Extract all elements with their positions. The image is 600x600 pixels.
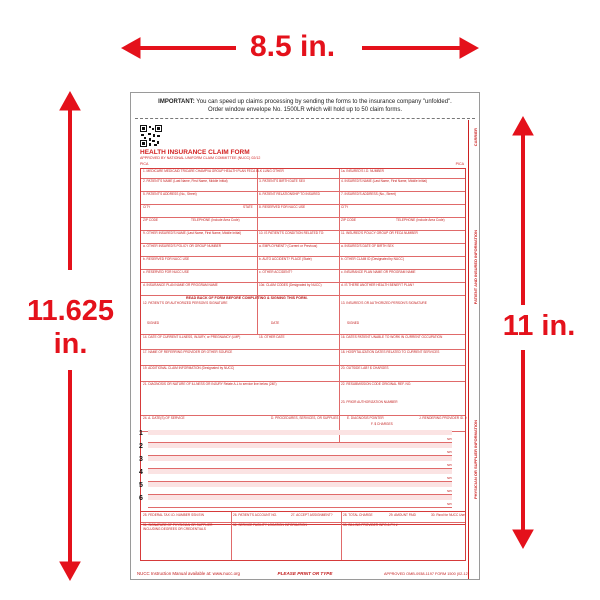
form-title: HEALTH INSURANCE CLAIM FORM	[140, 149, 250, 156]
service-line	[140, 482, 464, 495]
signed-label: SIGNED	[147, 321, 160, 325]
field-26-account-no: 26. PATIENT'S ACCOUNT NO.	[233, 513, 277, 517]
service-line-number: 1	[139, 430, 143, 437]
field-11b: b. OTHER CLAIM ID (Designated by NUCC)	[341, 257, 404, 261]
service-line	[140, 456, 464, 469]
field-5-patient-address: 5. PATIENT'S ADDRESS (No., Street)	[143, 192, 197, 196]
important-text: You can speed up claims processing by sending the forms to the insurance company "unfolded".	[196, 99, 452, 105]
npi-label: NPI	[446, 476, 452, 480]
physician-supplier-label: PHYSICIAN OR SUPPLIER INFORMATION	[473, 420, 478, 500]
npi-label: NPI	[446, 450, 452, 454]
service-line	[140, 469, 464, 482]
field-6-relationship: 6. PATIENT RELATIONSHIP TO INSURED	[259, 192, 320, 196]
signed-label-insured: SIGNED	[347, 321, 360, 325]
field-23-prior-auth: 23. PRIOR AUTHORIZATION NUMBER	[341, 400, 398, 404]
field-telephone: TELEPHONE (Include Area Code)	[191, 218, 240, 222]
service-line-number: 3	[139, 456, 143, 463]
field-state: STATE	[243, 205, 253, 209]
field-24a-dates-of-service: 24. A. DATE(S) OF SERVICE	[143, 416, 185, 420]
npi-label: NPI	[446, 437, 452, 441]
field-10-condition: 10. IS PATIENT'S CONDITION RELATED TO:	[259, 231, 325, 235]
field-14-current-illness: 14. DATE OF CURRENT ILLNESS, INJURY, or PREGNANCY (LMP)	[143, 335, 241, 339]
footer-please-print: PLEASE PRINT OR TYPE	[277, 571, 333, 576]
field-17-referring-provider: 17. NAME OF REFERRING PROVIDER OR OTHER SOURCE	[143, 350, 233, 354]
field-telephone-insured: TELEPHONE (Include Area Code)	[396, 218, 445, 222]
field-9-other-insured: 9. OTHER INSURED'S NAME (Last Name, First Name, Middle Initial)	[143, 231, 242, 235]
npi-label: NPI	[446, 502, 452, 506]
height-label-inner: 11 in.	[502, 310, 576, 342]
field-4-insured-name: 4. INSURED'S NAME (Last Name, First Name, Middle Initial)	[341, 179, 427, 183]
service-line-shade	[148, 456, 452, 461]
field-24e-diagnosis-pointer: E. DIAGNOSIS POINTER	[347, 416, 384, 420]
field-24f-charges: F. $ CHARGES	[371, 422, 393, 426]
field-27-accept-assignment: 27. ACCEPT ASSIGNMENT?	[291, 513, 333, 517]
col-divider	[341, 512, 342, 560]
field-11d: d. IS THERE ANOTHER HEALTH BENEFIT PLAN?	[341, 283, 414, 287]
envelope-text: Order window envelope No. 1500LR which will hold up to 50 claim forms.	[207, 107, 403, 113]
carrier-label: CARRIER	[473, 128, 478, 147]
service-line-number: 5	[139, 482, 143, 489]
field-3-birth-date: 3. PATIENT'S BIRTH DATE SEX	[259, 179, 306, 183]
footer-approved-omb: APPROVED OMB-0938-1197 FORM 1500 (02-12)	[384, 572, 469, 576]
field-zip-insured: ZIP CODE	[341, 218, 356, 222]
field-28-total-charge: 28. TOTAL CHARGE	[343, 513, 373, 517]
field-24j-rendering-provider: J. RENDERING PROVIDER ID. #	[419, 416, 467, 420]
patient-insured-label: PATIENT AND INSURED INFORMATION	[473, 230, 478, 305]
field-7-insured-address: 7. INSURED'S ADDRESS (No., Street)	[341, 192, 396, 196]
service-line-rule	[148, 507, 452, 508]
field-10c: c. OTHER ACCIDENT?	[259, 270, 293, 274]
width-label: 8.5 in.	[250, 30, 336, 63]
field-zip: ZIP CODE	[143, 218, 158, 222]
height-label-outer-number: 11.625	[26, 295, 115, 327]
field-33-billing-provider: 33. BILLING PROVIDER INFO & PH #	[343, 523, 398, 527]
field-10a: a. EMPLOYMENT? (Current or Previous)	[259, 244, 318, 248]
pica-right: PICA	[455, 162, 464, 166]
field-19-additional-info: 19. ADDITIONAL CLAIM INFORMATION (Designated by NUCC)	[143, 366, 235, 370]
service-line-shade	[148, 430, 452, 435]
height-label-outer-unit: in.	[53, 328, 88, 360]
form-approved-by: APPROVED BY NATIONAL UNIFORM CLAIM COMMITTEE (NUCC) 02/12	[140, 156, 261, 160]
field-25-tax-id: 25. FEDERAL TAX I.D. NUMBER SSN EIN	[143, 513, 204, 517]
service-line-number: 4	[139, 469, 143, 476]
field-11a: a. INSURED'S DATE OF BIRTH SEX	[341, 244, 394, 248]
row-line	[141, 269, 465, 270]
field-18-hospitalization: 18. HOSPITALIZATION DATES RELATED TO CURRENT SERVICES	[341, 350, 440, 354]
service-line-number: 2	[139, 443, 143, 450]
field-29-amount-paid: 29. AMOUNT PAID	[389, 513, 416, 517]
field-30-reserved: 30. Rsvd for NUCC Use	[431, 513, 465, 517]
claim-form-sheet	[130, 92, 480, 580]
service-line-shade	[148, 469, 452, 474]
qr-code-icon	[140, 125, 162, 147]
field-13-insured-signature: 13. INSURED'S OR AUTHORIZED PERSON'S SIGNATURE	[341, 301, 427, 305]
service-line-shade	[148, 495, 452, 500]
important-note	[131, 98, 479, 114]
field-11-policy-group: 11. INSURED'S POLICY GROUP OR FECA NUMBER	[341, 231, 418, 235]
service-line-shade	[148, 482, 452, 487]
footer-instruction-manual: NUCC Instruction Manual available at: www.nucc.org	[137, 571, 240, 576]
field-11c: c. INSURANCE PLAN NAME OR PROGRAM NAME	[341, 270, 416, 274]
field-20-outside-lab: 20. OUTSIDE LAB? $ CHARGES	[341, 366, 389, 370]
service-line-number: 6	[139, 495, 143, 502]
field-10b: b. AUTO ACCIDENT? PLACE (State)	[259, 257, 312, 261]
field-10d: 10d. CLAIM CODES (Designated by NUCC)	[259, 283, 322, 287]
field-1-insurance-type: 1. MEDICARE MEDICAID TRICARE CHAMPVA GROUP HEALTH PLAN FECA BLK LUNG OTHER	[143, 169, 284, 173]
field-9b: b. RESERVED FOR NUCC USE	[143, 257, 190, 261]
service-line	[140, 443, 464, 456]
col-divider-2	[339, 169, 340, 334]
field-9a: a. OTHER INSURED'S POLICY OR GROUP NUMBER	[143, 244, 222, 248]
service-line	[140, 430, 464, 443]
field-24d-procedures: D. PROCEDURES, SERVICES, OR SUPPLIES	[271, 416, 339, 420]
form-bottom-block	[140, 511, 466, 561]
field-16-unable-to-work: 16. DATES PATIENT UNABLE TO WORK IN CURRENT OCCUPATION	[341, 335, 443, 339]
important-label: IMPORTANT:	[158, 99, 195, 105]
field-2-patient-name: 2. PATIENT'S NAME (Last Name, First Name, Middle Initial)	[143, 179, 228, 183]
field-9d: d. INSURANCE PLAN NAME OR PROGRAM NAME	[143, 283, 218, 287]
field-32-facility-location: 32. SERVICE FACILITY LOCATION INFORMATION	[233, 523, 307, 527]
field-21-diagnosis: 21. DIAGNOSIS OR NATURE OF ILLNESS OR INJURY Relate A-L to service line below (24E)	[143, 382, 277, 386]
npi-label: NPI	[446, 463, 452, 467]
col-divider	[231, 512, 232, 560]
date-label: DATE	[271, 321, 280, 325]
field-15-other-date: 15. OTHER DATE	[259, 335, 285, 339]
perforation-line	[135, 118, 475, 119]
side-band	[468, 120, 479, 579]
field-8-reserved: 8. RESERVED FOR NUCC USE	[259, 205, 306, 209]
col-divider-1	[257, 169, 258, 334]
read-back-notice: READ BACK OF FORM BEFORE COMPLETING & SIGNING THIS FORM.	[186, 296, 308, 300]
service-line-shade	[148, 443, 452, 448]
field-1a-insured-id: 1a. INSURED'S I.D. NUMBER	[341, 169, 384, 173]
pica-left: PICA	[140, 162, 149, 166]
field-city: CITY	[143, 205, 151, 209]
field-9c: c. RESERVED FOR NUCC USE	[143, 270, 189, 274]
field-12-patient-signature: 12. PATIENT'S OR AUTHORIZED PERSON'S SIGNATURE	[143, 301, 228, 305]
claim-form	[137, 125, 467, 573]
field-31-physician-signature: 31. SIGNATURE OF PHYSICIAN OR SUPPLIER INCLUDING DEGREES OR CREDENTIALS	[143, 523, 213, 531]
field-22-resubmission: 22. RESUBMISSION CODE ORIGINAL REF. NO.	[341, 382, 412, 386]
service-line	[140, 495, 464, 508]
field-city-insured: CITY	[341, 205, 349, 209]
npi-label: NPI	[446, 489, 452, 493]
